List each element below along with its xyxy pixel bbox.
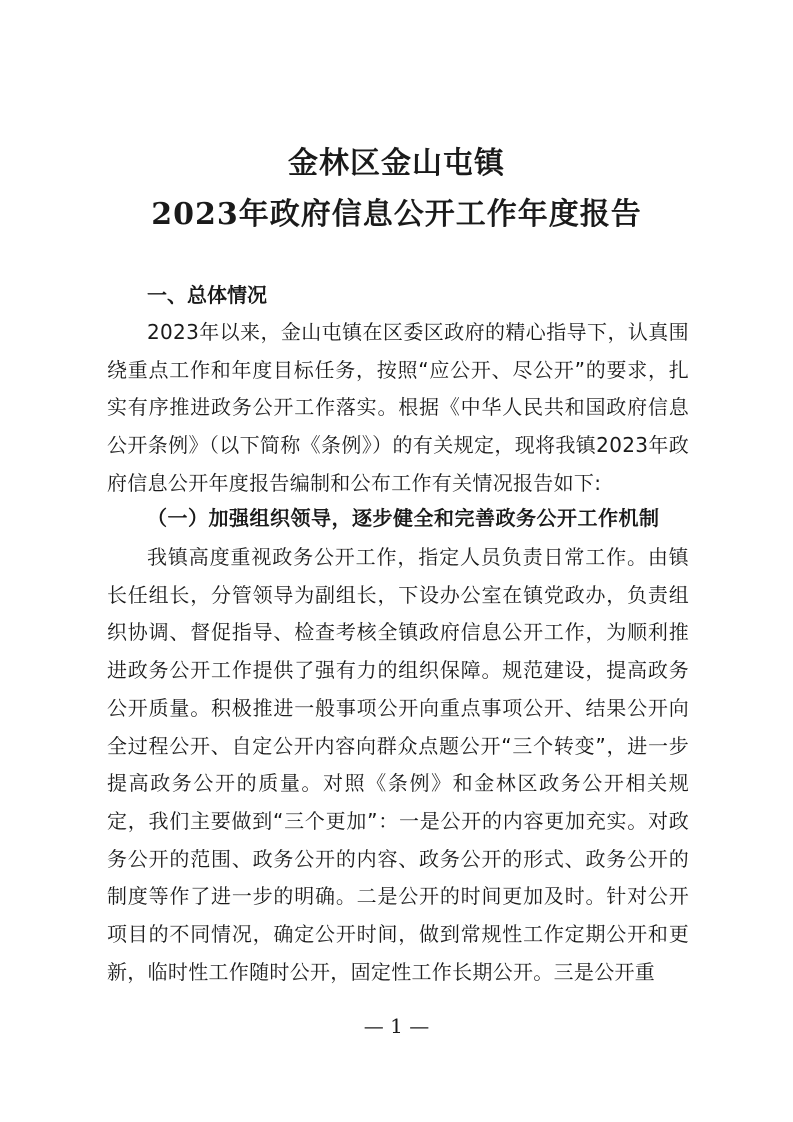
paragraph-intro: 2023年以来，金山屯镇在区委区政府的精心指导下，认真围绕重点工作和年度目标任务，按照“应公开、尽公开”的要求，扎实有序推进政务公开工作落实。根据《中华人民共和国政府信息公开条例》（以下简称《条例》）的有关规定，现将我镇2023年政府信息公开年度报告编制和公布工作有关情况报告如下:	[107, 320, 689, 495]
report-title-line2: 2023年政府信息公开工作年度报告	[151, 197, 642, 232]
subsection-heading-organization: （一）加强组织领导，逐步健全和完善政务公开工作机制	[147, 506, 660, 530]
paragraph-organization: 我镇高度重视政务公开工作，指定人员负责日常工作。由镇长任组长，分管领导为副组长，下设办公室在镇党政办，负责组织协调、督促指导、检查考核全镇政府信息公开工作，为顺利推进政务公开工作提供了强有力的组织保障。规范建设，提高政务公开质量。积极推进一般事项公开向重点事项公开、结果公开向全过程公开、自定公开内容向群众点题公开“三个转变”，进一步提高政务公开的质量。对照《条例》和金林区政务公开相关规定，我们主要做到“三个更加”：一是公开的内容更加充实。对政务公开的范围、政务公开的内容、政务公开的形式、政务公开的制度等作了进一步的明确。二是公开的时间更加及时。针对公开项目的不同情况，确定公开时间，做到常规性工作定期公开和更新，临时性工作随时公开，固定性工作长期公开。三是公开重	[107, 545, 689, 984]
section-heading-overview: 一、总体情况	[147, 283, 267, 307]
report-title-line1: 金林区金山屯镇	[288, 146, 505, 181]
page-number: — 1 —	[363, 1014, 430, 1038]
